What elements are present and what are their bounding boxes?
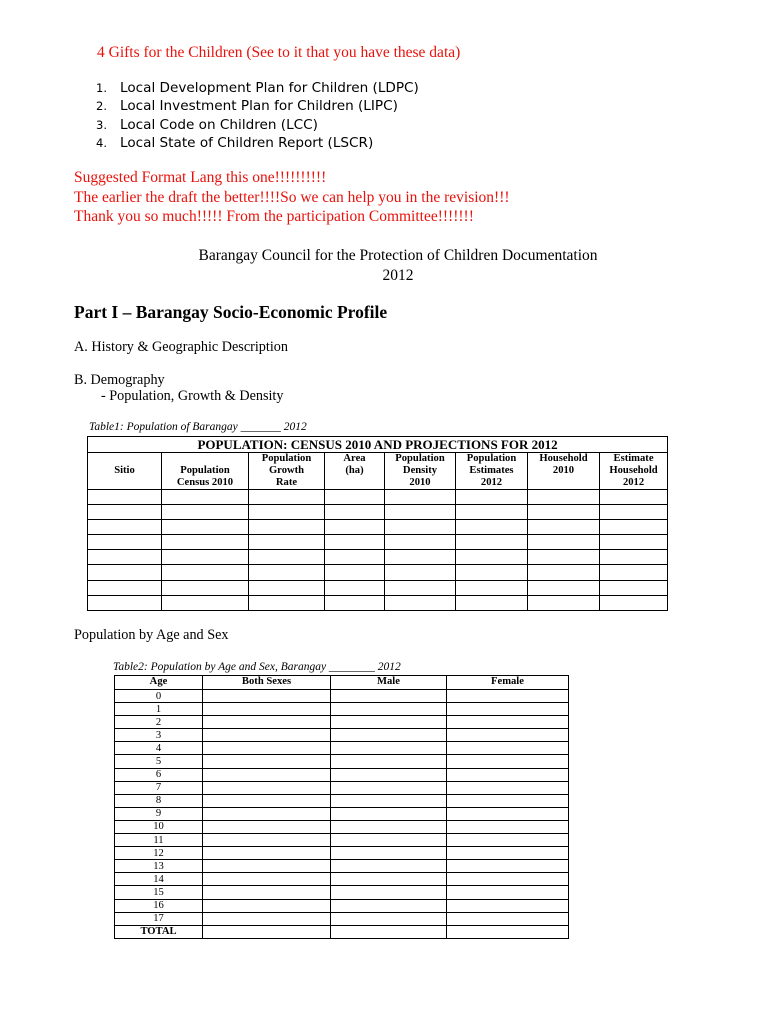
table-row xyxy=(115,912,569,925)
table-cell[interactable] xyxy=(203,860,331,873)
table-cell[interactable] xyxy=(600,520,668,535)
table-row xyxy=(115,781,569,794)
table-cell[interactable] xyxy=(385,505,456,520)
age-cell: 11 xyxy=(115,834,203,847)
table-cell[interactable] xyxy=(331,768,447,781)
table-row xyxy=(88,490,668,505)
table-cell[interactable] xyxy=(447,899,569,912)
table-cell[interactable] xyxy=(528,595,600,610)
age-cell: 0 xyxy=(115,690,203,703)
age-cell: 2 xyxy=(115,716,203,729)
table-row xyxy=(115,729,569,742)
table-row xyxy=(115,716,569,729)
table-cell[interactable] xyxy=(249,565,325,580)
table-cell[interactable] xyxy=(331,886,447,899)
table-cell[interactable] xyxy=(331,925,447,938)
table-cell[interactable] xyxy=(331,755,447,768)
age-cell: 17 xyxy=(115,912,203,925)
age-cell: 8 xyxy=(115,794,203,807)
table-cell[interactable] xyxy=(528,580,600,595)
table-cell[interactable] xyxy=(331,794,447,807)
age-cell: 16 xyxy=(115,899,203,912)
table-cell[interactable] xyxy=(331,781,447,794)
section-b-subheading: - Population, Growth & Density xyxy=(101,388,284,404)
table-cell[interactable] xyxy=(325,490,385,505)
table-cell[interactable] xyxy=(203,742,331,755)
table2-column-header: Both Sexes xyxy=(203,676,331,690)
table-cell[interactable] xyxy=(249,580,325,595)
table-cell[interactable] xyxy=(447,873,569,886)
table-cell[interactable] xyxy=(203,912,331,925)
table-cell[interactable] xyxy=(162,595,249,610)
table-cell[interactable] xyxy=(447,820,569,833)
table-cell[interactable] xyxy=(88,565,162,580)
table-cell[interactable] xyxy=(331,912,447,925)
table2-column-header: Male xyxy=(331,676,447,690)
table-cell[interactable] xyxy=(456,595,528,610)
note-line: The earlier the draft the better!!!!So we can help you in the revision!!! xyxy=(74,188,510,206)
table-cell[interactable] xyxy=(600,565,668,580)
table-cell[interactable] xyxy=(88,580,162,595)
table-cell[interactable] xyxy=(600,580,668,595)
table-cell[interactable] xyxy=(447,886,569,899)
table-cell[interactable] xyxy=(331,729,447,742)
age-cell: 12 xyxy=(115,847,203,860)
table-cell[interactable] xyxy=(456,505,528,520)
age-cell: 1 xyxy=(115,703,203,716)
table-cell[interactable] xyxy=(331,899,447,912)
table-cell[interactable] xyxy=(203,925,331,938)
table-cell[interactable] xyxy=(447,834,569,847)
table-cell[interactable] xyxy=(528,535,600,550)
table-row xyxy=(115,860,569,873)
table-cell[interactable] xyxy=(162,520,249,535)
table2-header-row xyxy=(115,676,569,690)
table-cell[interactable] xyxy=(447,729,569,742)
age-cell: 13 xyxy=(115,860,203,873)
table-cell[interactable] xyxy=(325,535,385,550)
table-cell[interactable] xyxy=(325,580,385,595)
table1-column-header: Sitio xyxy=(88,453,162,490)
table-row xyxy=(88,565,668,580)
table1-main-header: POPULATION: CENSUS 2010 AND PROJECTIONS FOR 2012 xyxy=(88,437,668,453)
table-cell[interactable] xyxy=(203,755,331,768)
document-title: Barangay Council for the Protection of Children Documentation 2012 xyxy=(198,247,598,284)
table-cell[interactable] xyxy=(331,807,447,820)
table-row xyxy=(88,595,668,610)
note-line: Suggested Format Lang this one!!!!!!!!!! xyxy=(74,169,327,186)
instruction-notes xyxy=(74,168,510,227)
table-cell[interactable] xyxy=(162,505,249,520)
table-row xyxy=(88,535,668,550)
table-cell[interactable] xyxy=(447,690,569,703)
table-row xyxy=(115,794,569,807)
table-cell[interactable] xyxy=(88,595,162,610)
table-cell[interactable] xyxy=(600,595,668,610)
note-line: Thank you so much!!!!! From the participation Committee!!!!!!! xyxy=(74,208,474,225)
table-row xyxy=(88,505,668,520)
table-row xyxy=(115,873,569,886)
table-cell[interactable] xyxy=(385,490,456,505)
table-cell[interactable] xyxy=(203,729,331,742)
table-cell[interactable] xyxy=(456,565,528,580)
gifts-heading: 4 Gifts for the Children (See to it that you have these data) xyxy=(97,44,461,61)
table-cell[interactable] xyxy=(325,550,385,565)
table-cell[interactable] xyxy=(249,505,325,520)
table-cell[interactable] xyxy=(447,807,569,820)
table-row xyxy=(88,520,668,535)
table-cell[interactable] xyxy=(331,820,447,833)
table-row xyxy=(115,925,569,938)
age-cell: 6 xyxy=(115,768,203,781)
age-sex-table xyxy=(114,675,569,939)
table1-column-header: Estimate Household 2012 xyxy=(600,453,668,490)
table-cell[interactable] xyxy=(447,768,569,781)
table-cell[interactable] xyxy=(325,595,385,610)
table-row xyxy=(88,550,668,565)
table-cell[interactable] xyxy=(88,550,162,565)
section-a-heading: A. History & Geographic Description xyxy=(74,339,288,355)
table-cell[interactable] xyxy=(447,925,569,938)
table-cell[interactable] xyxy=(203,690,331,703)
table-cell[interactable] xyxy=(249,595,325,610)
table-cell[interactable] xyxy=(88,535,162,550)
table-row xyxy=(115,755,569,768)
table-cell[interactable] xyxy=(447,703,569,716)
table-cell[interactable] xyxy=(528,505,600,520)
table-cell[interactable] xyxy=(88,505,162,520)
table-cell[interactable] xyxy=(162,580,249,595)
table-cell[interactable] xyxy=(447,755,569,768)
table-cell[interactable] xyxy=(203,847,331,860)
table-cell[interactable] xyxy=(88,490,162,505)
table-cell[interactable] xyxy=(600,535,668,550)
table1-column-header: Population Growth Rate xyxy=(249,453,325,490)
table-cell[interactable] xyxy=(456,520,528,535)
table-cell[interactable] xyxy=(203,781,331,794)
table-row xyxy=(115,820,569,833)
table-cell[interactable] xyxy=(162,565,249,580)
table-cell[interactable] xyxy=(447,781,569,794)
table-cell[interactable] xyxy=(447,847,569,860)
age-cell: 15 xyxy=(115,886,203,899)
table-row xyxy=(115,899,569,912)
table-cell[interactable] xyxy=(447,716,569,729)
table-cell[interactable] xyxy=(528,565,600,580)
table-cell[interactable] xyxy=(447,794,569,807)
table-cell[interactable] xyxy=(456,535,528,550)
table-cell[interactable] xyxy=(447,912,569,925)
table-cell[interactable] xyxy=(385,535,456,550)
table-cell[interactable] xyxy=(203,794,331,807)
table1-column-header: Population Census 2010 xyxy=(162,453,249,490)
table-cell[interactable] xyxy=(528,550,600,565)
age-cell: 5 xyxy=(115,755,203,768)
population-table xyxy=(87,436,668,611)
table-cell[interactable] xyxy=(249,520,325,535)
table-cell[interactable] xyxy=(331,860,447,873)
table-cell[interactable] xyxy=(203,834,331,847)
table-cell[interactable] xyxy=(325,505,385,520)
table-cell[interactable] xyxy=(331,847,447,860)
table-cell[interactable] xyxy=(456,490,528,505)
section-b-heading: B. Demography xyxy=(74,372,165,388)
table-cell[interactable] xyxy=(385,550,456,565)
table-cell[interactable] xyxy=(456,580,528,595)
list-item: 1. Local Development Plan for Children (LDPC) xyxy=(96,80,419,96)
table-cell[interactable] xyxy=(162,490,249,505)
table-cell[interactable] xyxy=(203,899,331,912)
table-cell[interactable] xyxy=(203,820,331,833)
table1-column-header: Population Estimates 2012 xyxy=(456,453,528,490)
table-cell[interactable] xyxy=(385,595,456,610)
table-row xyxy=(88,580,668,595)
table-row xyxy=(115,886,569,899)
table-row xyxy=(115,807,569,820)
table-cell[interactable] xyxy=(162,535,249,550)
table-cell[interactable] xyxy=(456,550,528,565)
table-cell[interactable] xyxy=(331,690,447,703)
list-item: 3. Local Code on Children (LCC) xyxy=(96,116,318,133)
table-cell[interactable] xyxy=(600,550,668,565)
table-cell[interactable] xyxy=(203,716,331,729)
list-item: 4. Local State of Children Report (LSCR) xyxy=(96,134,374,151)
table-cell[interactable] xyxy=(249,550,325,565)
table-cell[interactable] xyxy=(447,742,569,755)
age-cell: 7 xyxy=(115,781,203,794)
age-cell: 14 xyxy=(115,873,203,886)
table-cell[interactable] xyxy=(385,520,456,535)
table-cell[interactable] xyxy=(600,490,668,505)
table-cell[interactable] xyxy=(203,886,331,899)
table2-caption: Table2: Population by Age and Sex, Barangay ________ 2012 xyxy=(113,661,401,673)
table-cell[interactable] xyxy=(162,550,249,565)
table2-column-header: Female xyxy=(447,676,569,690)
gifts-list xyxy=(96,79,419,152)
table-cell[interactable] xyxy=(249,490,325,505)
table-cell[interactable] xyxy=(325,565,385,580)
table-cell[interactable] xyxy=(203,807,331,820)
age-cell: 3 xyxy=(115,729,203,742)
table-row xyxy=(115,690,569,703)
table-cell[interactable] xyxy=(203,873,331,886)
age-cell: 4 xyxy=(115,742,203,755)
age-cell: 10 xyxy=(115,820,203,833)
total-label: TOTAL xyxy=(115,925,203,938)
table-cell[interactable] xyxy=(203,703,331,716)
table-cell[interactable] xyxy=(447,860,569,873)
table-cell[interactable] xyxy=(325,520,385,535)
table-cell[interactable] xyxy=(203,768,331,781)
table1-column-header: Population Density 2010 xyxy=(385,453,456,490)
part-title: Part I – Barangay Socio-Economic Profile xyxy=(74,302,388,322)
table-cell[interactable] xyxy=(331,703,447,716)
table-cell[interactable] xyxy=(331,742,447,755)
table-row xyxy=(115,834,569,847)
table1-column-header: Household 2010 xyxy=(528,453,600,490)
table1-column-header: Area (ha) xyxy=(325,453,385,490)
table-cell[interactable] xyxy=(385,580,456,595)
table-row xyxy=(115,703,569,716)
table-cell[interactable] xyxy=(249,535,325,550)
table-cell[interactable] xyxy=(528,520,600,535)
table-cell[interactable] xyxy=(528,490,600,505)
table-cell[interactable] xyxy=(331,716,447,729)
table-cell[interactable] xyxy=(331,834,447,847)
table1-caption: Table1: Population of Barangay _______ 2012 xyxy=(89,421,307,433)
table-row xyxy=(115,847,569,860)
table-row xyxy=(115,742,569,755)
table-cell[interactable] xyxy=(385,565,456,580)
table-cell[interactable] xyxy=(600,505,668,520)
age-cell: 9 xyxy=(115,807,203,820)
population-age-sex-heading: Population by Age and Sex xyxy=(74,627,229,643)
table-row xyxy=(115,768,569,781)
table-cell[interactable] xyxy=(88,520,162,535)
table1-header-row xyxy=(88,453,668,490)
list-item: 2. Local Investment Plan for Children (LIPC) xyxy=(96,98,398,115)
table-cell[interactable] xyxy=(331,873,447,886)
table2-column-header: Age xyxy=(115,676,203,690)
